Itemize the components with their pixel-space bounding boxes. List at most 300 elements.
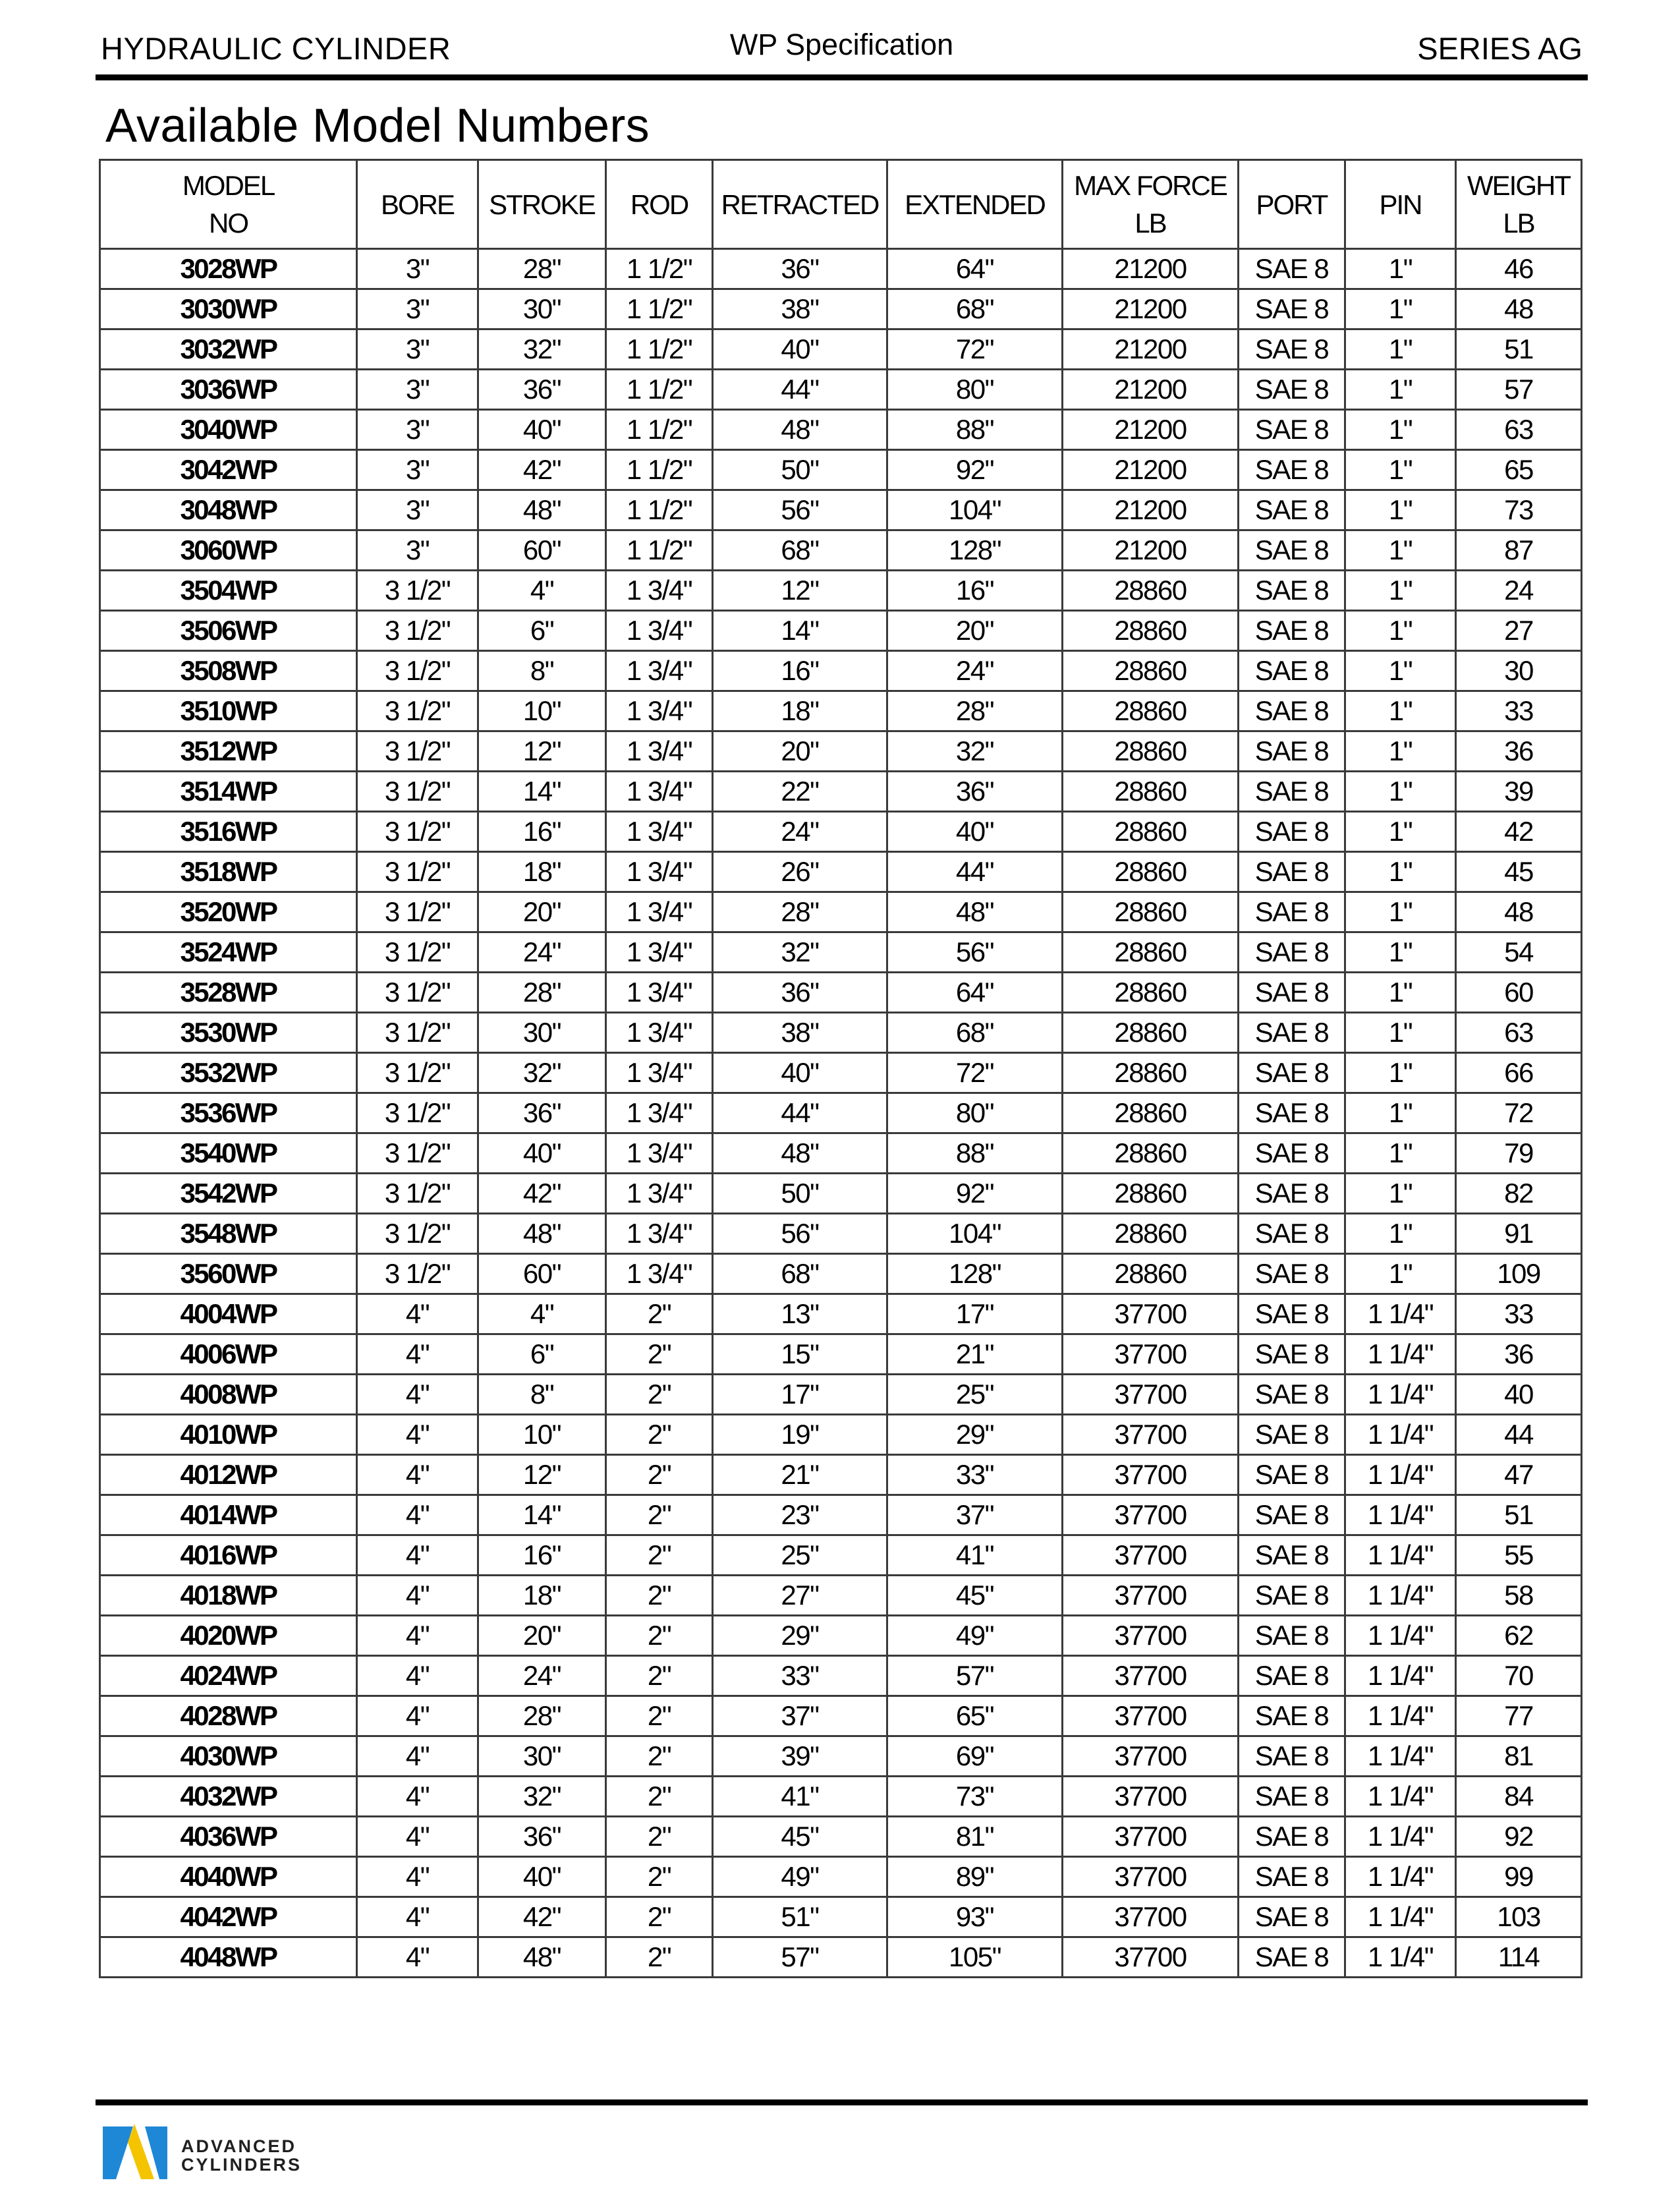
cell-max-force: 28860 xyxy=(1063,651,1239,691)
table-row xyxy=(100,1254,1582,1294)
cell-port: SAE 8 xyxy=(1239,691,1345,731)
cell-pin: 1 1/4" xyxy=(1345,1294,1456,1334)
cell-bore: 3" xyxy=(357,410,478,450)
cell-port: SAE 8 xyxy=(1239,1616,1345,1656)
cell-model-no: 3040WP xyxy=(100,410,357,450)
table-row xyxy=(100,892,1582,932)
cell-stroke: 48" xyxy=(478,490,606,530)
cell-extended: 64" xyxy=(887,249,1063,289)
cell-port: SAE 8 xyxy=(1239,651,1345,691)
cell-extended: 25" xyxy=(887,1375,1063,1415)
cell-port: SAE 8 xyxy=(1239,1897,1345,1937)
cell-max-force: 28860 xyxy=(1063,1053,1239,1093)
cell-stroke: 36" xyxy=(478,370,606,410)
cell-weight: 60 xyxy=(1456,973,1582,1013)
cell-bore: 3 1/2" xyxy=(357,892,478,932)
cell-retracted: 12" xyxy=(713,571,887,611)
cell-max-force: 21200 xyxy=(1063,490,1239,530)
cell-rod: 2" xyxy=(606,1415,713,1455)
cell-extended: 48" xyxy=(887,892,1063,932)
cell-model-no: 3504WP xyxy=(100,571,357,611)
cell-pin: 1 1/4" xyxy=(1345,1455,1456,1495)
table-row xyxy=(100,1495,1582,1535)
cell-retracted: 56" xyxy=(713,490,887,530)
cell-weight: 81 xyxy=(1456,1736,1582,1777)
cell-extended: 37" xyxy=(887,1495,1063,1535)
cell-weight: 27 xyxy=(1456,611,1582,651)
cell-bore: 3 1/2" xyxy=(357,812,478,852)
table-row xyxy=(100,1857,1582,1897)
cell-max-force: 28860 xyxy=(1063,1093,1239,1133)
cell-stroke: 24" xyxy=(478,932,606,973)
cell-port: SAE 8 xyxy=(1239,1214,1345,1254)
cell-weight: 55 xyxy=(1456,1535,1582,1576)
cell-extended: 72" xyxy=(887,1053,1063,1093)
cell-max-force: 37700 xyxy=(1063,1616,1239,1656)
cell-rod: 2" xyxy=(606,1857,713,1897)
cell-model-no: 4018WP xyxy=(100,1576,357,1616)
cell-bore: 4" xyxy=(357,1736,478,1777)
cell-extended: 80" xyxy=(887,1093,1063,1133)
cell-port: SAE 8 xyxy=(1239,852,1345,892)
cell-model-no: 4014WP xyxy=(100,1495,357,1535)
table-row xyxy=(100,932,1582,973)
cell-weight: 42 xyxy=(1456,812,1582,852)
column-header-line-1: ROD xyxy=(630,188,688,220)
cell-retracted: 44" xyxy=(713,1093,887,1133)
cell-pin: 1 1/4" xyxy=(1345,1616,1456,1656)
cell-port: SAE 8 xyxy=(1239,731,1345,772)
cell-stroke: 10" xyxy=(478,1415,606,1455)
cell-retracted: 16" xyxy=(713,651,887,691)
cell-max-force: 37700 xyxy=(1063,1897,1239,1937)
cell-stroke: 28" xyxy=(478,1696,606,1736)
cell-port: SAE 8 xyxy=(1239,772,1345,812)
cell-weight: 40 xyxy=(1456,1375,1582,1415)
cell-port: SAE 8 xyxy=(1239,1133,1345,1174)
cell-bore: 4" xyxy=(357,1576,478,1616)
cell-bore: 3 1/2" xyxy=(357,1254,478,1294)
cell-retracted: 37" xyxy=(713,1696,887,1736)
cell-extended: 21" xyxy=(887,1334,1063,1375)
column-header xyxy=(1345,160,1456,249)
cell-model-no: 3518WP xyxy=(100,852,357,892)
cell-max-force: 28860 xyxy=(1063,892,1239,932)
cell-weight: 99 xyxy=(1456,1857,1582,1897)
cell-rod: 1 3/4" xyxy=(606,1013,713,1053)
table-row xyxy=(100,1576,1582,1616)
cell-extended: 88" xyxy=(887,1133,1063,1174)
cell-max-force: 21200 xyxy=(1063,410,1239,450)
table-row xyxy=(100,852,1582,892)
cell-rod: 2" xyxy=(606,1495,713,1535)
cell-retracted: 41" xyxy=(713,1777,887,1817)
cell-bore: 3" xyxy=(357,289,478,329)
cell-weight: 58 xyxy=(1456,1576,1582,1616)
cell-pin: 1" xyxy=(1345,1174,1456,1214)
cell-bore: 3" xyxy=(357,329,478,370)
cell-retracted: 33" xyxy=(713,1656,887,1696)
cell-pin: 1" xyxy=(1345,1013,1456,1053)
cell-retracted: 28" xyxy=(713,892,887,932)
cell-port: SAE 8 xyxy=(1239,1174,1345,1214)
cell-rod: 2" xyxy=(606,1616,713,1656)
cell-bore: 4" xyxy=(357,1937,478,1978)
cell-stroke: 14" xyxy=(478,772,606,812)
cell-pin: 1 1/4" xyxy=(1345,1334,1456,1375)
cell-port: SAE 8 xyxy=(1239,1576,1345,1616)
cell-retracted: 13" xyxy=(713,1294,887,1334)
cell-pin: 1" xyxy=(1345,691,1456,731)
cell-max-force: 37700 xyxy=(1063,1415,1239,1455)
cell-rod: 1 3/4" xyxy=(606,892,713,932)
column-header xyxy=(713,160,887,249)
cell-weight: 24 xyxy=(1456,571,1582,611)
cell-bore: 3 1/2" xyxy=(357,651,478,691)
cell-retracted: 36" xyxy=(713,249,887,289)
cell-model-no: 4006WP xyxy=(100,1334,357,1375)
cell-pin: 1" xyxy=(1345,490,1456,530)
cell-bore: 3 1/2" xyxy=(357,772,478,812)
cell-pin: 1" xyxy=(1345,1254,1456,1294)
cell-weight: 109 xyxy=(1456,1254,1582,1294)
cell-rod: 1 3/4" xyxy=(606,772,713,812)
cell-bore: 3 1/2" xyxy=(357,571,478,611)
cell-weight: 47 xyxy=(1456,1455,1582,1495)
cell-extended: 104" xyxy=(887,1214,1063,1254)
cell-rod: 2" xyxy=(606,1294,713,1334)
cell-bore: 4" xyxy=(357,1857,478,1897)
cell-bore: 4" xyxy=(357,1415,478,1455)
logo-mark-icon xyxy=(99,2119,171,2181)
cell-retracted: 48" xyxy=(713,410,887,450)
column-header-line-1: PIN xyxy=(1379,188,1422,220)
cell-pin: 1 1/4" xyxy=(1345,1535,1456,1576)
cell-weight: 39 xyxy=(1456,772,1582,812)
cell-port: SAE 8 xyxy=(1239,1937,1345,1978)
cell-max-force: 37700 xyxy=(1063,1937,1239,1978)
cell-port: SAE 8 xyxy=(1239,1375,1345,1415)
cell-port: SAE 8 xyxy=(1239,1736,1345,1777)
cell-retracted: 19" xyxy=(713,1415,887,1455)
cell-weight: 73 xyxy=(1456,490,1582,530)
cell-rod: 1 3/4" xyxy=(606,611,713,651)
cell-bore: 4" xyxy=(357,1656,478,1696)
cell-weight: 54 xyxy=(1456,932,1582,973)
cell-stroke: 48" xyxy=(478,1214,606,1254)
cell-bore: 3" xyxy=(357,370,478,410)
cell-bore: 3" xyxy=(357,530,478,571)
cell-max-force: 37700 xyxy=(1063,1777,1239,1817)
cell-port: SAE 8 xyxy=(1239,812,1345,852)
cell-port: SAE 8 xyxy=(1239,1495,1345,1535)
cell-weight: 91 xyxy=(1456,1214,1582,1254)
cell-extended: 40" xyxy=(887,812,1063,852)
cell-stroke: 42" xyxy=(478,1174,606,1214)
cell-retracted: 40" xyxy=(713,329,887,370)
cell-stroke: 12" xyxy=(478,731,606,772)
cell-model-no: 3032WP xyxy=(100,329,357,370)
cell-extended: 49" xyxy=(887,1616,1063,1656)
column-header-line-1: BORE xyxy=(380,188,455,220)
cell-weight: 72 xyxy=(1456,1093,1582,1133)
cell-pin: 1 1/4" xyxy=(1345,1375,1456,1415)
cell-retracted: 68" xyxy=(713,1254,887,1294)
cell-port: SAE 8 xyxy=(1239,249,1345,289)
cell-max-force: 21200 xyxy=(1063,249,1239,289)
cell-retracted: 39" xyxy=(713,1736,887,1777)
cell-model-no: 4032WP xyxy=(100,1777,357,1817)
cell-rod: 1 3/4" xyxy=(606,1174,713,1214)
cell-pin: 1 1/4" xyxy=(1345,1897,1456,1937)
cell-retracted: 21" xyxy=(713,1455,887,1495)
logo-wordmark xyxy=(181,2137,302,2174)
cell-pin: 1" xyxy=(1345,611,1456,651)
cell-weight: 36 xyxy=(1456,1334,1582,1375)
cell-port: SAE 8 xyxy=(1239,1696,1345,1736)
table-row xyxy=(100,1133,1582,1174)
cell-max-force: 28860 xyxy=(1063,691,1239,731)
cell-stroke: 32" xyxy=(478,1053,606,1093)
cell-model-no: 4010WP xyxy=(100,1415,357,1455)
cell-rod: 1 3/4" xyxy=(606,1254,713,1294)
cell-weight: 48 xyxy=(1456,289,1582,329)
cell-rod: 1 1/2" xyxy=(606,289,713,329)
cell-stroke: 12" xyxy=(478,1455,606,1495)
cell-model-no: 4042WP xyxy=(100,1897,357,1937)
cell-extended: 24" xyxy=(887,651,1063,691)
cell-max-force: 21200 xyxy=(1063,329,1239,370)
cell-rod: 2" xyxy=(606,1777,713,1817)
cell-max-force: 37700 xyxy=(1063,1334,1239,1375)
cell-weight: 92 xyxy=(1456,1817,1582,1857)
cell-bore: 4" xyxy=(357,1455,478,1495)
cell-model-no: 3532WP xyxy=(100,1053,357,1093)
cell-retracted: 45" xyxy=(713,1817,887,1857)
cell-retracted: 38" xyxy=(713,289,887,329)
cell-retracted: 38" xyxy=(713,1013,887,1053)
cell-rod: 2" xyxy=(606,1656,713,1696)
cell-extended: 69" xyxy=(887,1736,1063,1777)
cell-extended: 72" xyxy=(887,329,1063,370)
cell-model-no: 3540WP xyxy=(100,1133,357,1174)
table-row xyxy=(100,530,1582,571)
cell-pin: 1 1/4" xyxy=(1345,1817,1456,1857)
table-row xyxy=(100,1455,1582,1495)
cell-model-no: 4036WP xyxy=(100,1817,357,1857)
cell-extended: 105" xyxy=(887,1937,1063,1978)
cell-model-no: 3536WP xyxy=(100,1093,357,1133)
cell-stroke: 28" xyxy=(478,249,606,289)
cell-rod: 1 1/2" xyxy=(606,249,713,289)
cell-rod: 2" xyxy=(606,1937,713,1978)
cell-retracted: 27" xyxy=(713,1576,887,1616)
column-header-line-2: NO xyxy=(209,208,248,239)
cell-port: SAE 8 xyxy=(1239,1777,1345,1817)
table-row xyxy=(100,973,1582,1013)
cell-stroke: 20" xyxy=(478,1616,606,1656)
cell-bore: 3 1/2" xyxy=(357,1214,478,1254)
column-header xyxy=(100,160,357,249)
cell-weight: 33 xyxy=(1456,691,1582,731)
cell-rod: 1 3/4" xyxy=(606,932,713,973)
column-header-line-1: PORT xyxy=(1256,188,1328,220)
cell-stroke: 32" xyxy=(478,1777,606,1817)
cell-extended: 44" xyxy=(887,852,1063,892)
cell-max-force: 28860 xyxy=(1063,1133,1239,1174)
cell-rod: 2" xyxy=(606,1817,713,1857)
cell-rod: 1 3/4" xyxy=(606,1133,713,1174)
column-header-line-2: LB xyxy=(1134,208,1166,239)
table-row xyxy=(100,1415,1582,1455)
cell-model-no: 3520WP xyxy=(100,892,357,932)
cell-model-no: 3042WP xyxy=(100,450,357,490)
cell-extended: 57" xyxy=(887,1656,1063,1696)
cell-bore: 4" xyxy=(357,1375,478,1415)
table-row xyxy=(100,651,1582,691)
cell-rod: 1 3/4" xyxy=(606,651,713,691)
cell-bore: 3 1/2" xyxy=(357,852,478,892)
cell-weight: 87 xyxy=(1456,530,1582,571)
cell-max-force: 28860 xyxy=(1063,973,1239,1013)
cell-port: SAE 8 xyxy=(1239,490,1345,530)
cell-model-no: 3048WP xyxy=(100,490,357,530)
cell-retracted: 17" xyxy=(713,1375,887,1415)
cell-rod: 2" xyxy=(606,1334,713,1375)
cell-port: SAE 8 xyxy=(1239,1254,1345,1294)
cell-weight: 65 xyxy=(1456,450,1582,490)
cell-pin: 1" xyxy=(1345,772,1456,812)
cell-pin: 1" xyxy=(1345,852,1456,892)
cell-extended: 56" xyxy=(887,932,1063,973)
cell-rod: 2" xyxy=(606,1576,713,1616)
cell-stroke: 8" xyxy=(478,1375,606,1415)
cell-bore: 4" xyxy=(357,1897,478,1937)
cell-bore: 3 1/2" xyxy=(357,932,478,973)
cell-rod: 2" xyxy=(606,1375,713,1415)
cell-retracted: 14" xyxy=(713,611,887,651)
cell-pin: 1 1/4" xyxy=(1345,1696,1456,1736)
cell-pin: 1" xyxy=(1345,410,1456,450)
column-header-line-1: STROKE xyxy=(489,188,595,220)
cell-max-force: 37700 xyxy=(1063,1576,1239,1616)
cell-retracted: 44" xyxy=(713,370,887,410)
cell-extended: 41" xyxy=(887,1535,1063,1576)
cell-model-no: 4008WP xyxy=(100,1375,357,1415)
cell-weight: 44 xyxy=(1456,1415,1582,1455)
cell-pin: 1 1/4" xyxy=(1345,1857,1456,1897)
cell-port: SAE 8 xyxy=(1239,1415,1345,1455)
table-row xyxy=(100,1897,1582,1937)
cell-bore: 3" xyxy=(357,249,478,289)
cell-weight: 62 xyxy=(1456,1616,1582,1656)
cell-weight: 79 xyxy=(1456,1133,1582,1174)
cell-extended: 29" xyxy=(887,1415,1063,1455)
cell-max-force: 37700 xyxy=(1063,1857,1239,1897)
table-row xyxy=(100,1696,1582,1736)
cell-model-no: 4030WP xyxy=(100,1736,357,1777)
table-row xyxy=(100,772,1582,812)
cell-rod: 1 3/4" xyxy=(606,812,713,852)
cell-rod: 2" xyxy=(606,1535,713,1576)
cell-rod: 1 1/2" xyxy=(606,410,713,450)
cell-pin: 1 1/4" xyxy=(1345,1576,1456,1616)
cell-retracted: 25" xyxy=(713,1535,887,1576)
cell-bore: 4" xyxy=(357,1334,478,1375)
cell-model-no: 4020WP xyxy=(100,1616,357,1656)
cell-pin: 1" xyxy=(1345,932,1456,973)
cell-bore: 4" xyxy=(357,1495,478,1535)
cell-extended: 16" xyxy=(887,571,1063,611)
cell-weight: 36 xyxy=(1456,731,1582,772)
cell-stroke: 20" xyxy=(478,892,606,932)
cell-weight: 63 xyxy=(1456,1013,1582,1053)
cell-max-force: 21200 xyxy=(1063,450,1239,490)
table-row xyxy=(100,571,1582,611)
cell-stroke: 6" xyxy=(478,611,606,651)
cell-extended: 128" xyxy=(887,1254,1063,1294)
table-row xyxy=(100,1093,1582,1133)
cell-retracted: 29" xyxy=(713,1616,887,1656)
cell-retracted: 23" xyxy=(713,1495,887,1535)
cell-model-no: 4012WP xyxy=(100,1455,357,1495)
cell-port: SAE 8 xyxy=(1239,973,1345,1013)
cell-pin: 1 1/4" xyxy=(1345,1736,1456,1777)
table-row xyxy=(100,249,1582,289)
cell-port: SAE 8 xyxy=(1239,450,1345,490)
cell-retracted: 49" xyxy=(713,1857,887,1897)
table-row xyxy=(100,1777,1582,1817)
cell-weight: 33 xyxy=(1456,1294,1582,1334)
cell-extended: 128" xyxy=(887,530,1063,571)
cell-bore: 3 1/2" xyxy=(357,1053,478,1093)
cell-port: SAE 8 xyxy=(1239,1535,1345,1576)
cell-pin: 1 1/4" xyxy=(1345,1656,1456,1696)
cell-pin: 1 1/4" xyxy=(1345,1777,1456,1817)
cell-extended: 104" xyxy=(887,490,1063,530)
cell-model-no: 3510WP xyxy=(100,691,357,731)
cell-pin: 1" xyxy=(1345,1093,1456,1133)
cell-port: SAE 8 xyxy=(1239,530,1345,571)
cell-bore: 3 1/2" xyxy=(357,1133,478,1174)
column-header xyxy=(1456,160,1582,249)
cell-port: SAE 8 xyxy=(1239,1294,1345,1334)
cell-model-no: 4028WP xyxy=(100,1696,357,1736)
cell-max-force: 28860 xyxy=(1063,812,1239,852)
cell-bore: 4" xyxy=(357,1696,478,1736)
table-row xyxy=(100,1013,1582,1053)
cell-retracted: 51" xyxy=(713,1897,887,1937)
cell-max-force: 37700 xyxy=(1063,1455,1239,1495)
cell-port: SAE 8 xyxy=(1239,571,1345,611)
cell-max-force: 37700 xyxy=(1063,1294,1239,1334)
cell-stroke: 18" xyxy=(478,1576,606,1616)
cell-max-force: 37700 xyxy=(1063,1535,1239,1576)
cell-bore: 3 1/2" xyxy=(357,1093,478,1133)
cell-port: SAE 8 xyxy=(1239,1053,1345,1093)
logo-line-2: CYLINDERS xyxy=(181,2155,302,2175)
table-row xyxy=(100,1736,1582,1777)
cell-port: SAE 8 xyxy=(1239,892,1345,932)
column-header-line-1: RETRACTED xyxy=(721,188,879,220)
table-row xyxy=(100,1937,1582,1978)
header-spec-title: WP Specification xyxy=(729,28,954,61)
cell-rod: 1 1/2" xyxy=(606,370,713,410)
cell-rod: 1 1/2" xyxy=(606,329,713,370)
table-row xyxy=(100,1334,1582,1375)
table-row xyxy=(100,812,1582,852)
table-row xyxy=(100,450,1582,490)
